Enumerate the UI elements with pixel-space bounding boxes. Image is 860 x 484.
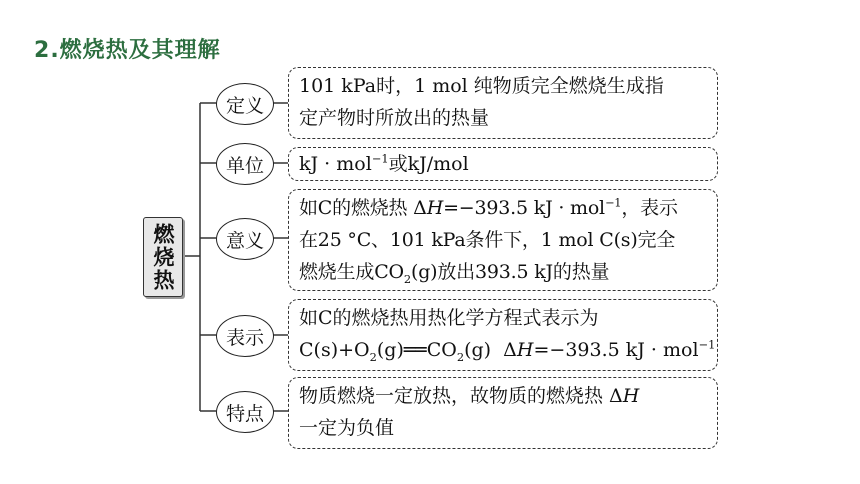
equation-text: (g) Δ <box>464 339 517 361</box>
equation-text: (g)══CO <box>376 339 457 361</box>
meaning-text: =−393.5 kJ · mol <box>443 197 605 219</box>
expression-line-1: 如C的燃烧热用热化学方程式表示为 <box>299 307 599 329</box>
meaning-line-2: 在25 °C、101 kPa条件下，1 mol C(s)完全 <box>299 229 676 251</box>
node-label: 意义 <box>225 229 264 252</box>
node-feature <box>216 391 274 433</box>
feature-text: 物质燃烧一定放热，故物质的燃烧热 Δ <box>299 385 623 407</box>
section-number: 2 <box>34 38 51 63</box>
section-title-text: .燃烧热及其理解 <box>50 38 221 63</box>
root-label: 燃烧热 <box>151 222 175 292</box>
node-label: 特点 <box>225 402 264 425</box>
meaning-line-1 <box>299 192 707 224</box>
definition-box <box>288 67 718 139</box>
node-label: 单位 <box>225 154 264 177</box>
meaning-text: (g)放出393.5 kJ的热量 <box>410 261 610 283</box>
meaning-box <box>288 189 718 291</box>
definition-line: 定产物时所放出的热量 <box>299 107 490 129</box>
node-label: 表示 <box>225 326 264 349</box>
meaning-line-3 <box>299 256 707 288</box>
enthalpy-symbol: H <box>426 197 444 219</box>
root-node <box>143 217 183 297</box>
node-unit <box>216 143 274 185</box>
unit-text-alt: 或kJ/mol <box>388 153 469 175</box>
expression-box <box>288 299 718 371</box>
unit-superscript: −1 <box>371 151 389 166</box>
unit-text: kJ · mol <box>299 153 372 175</box>
superscript: −1 <box>604 195 622 210</box>
expression-line-2 <box>299 334 716 366</box>
node-meaning <box>216 218 274 260</box>
unit-line <box>299 150 707 178</box>
subscript: 2 <box>403 271 411 286</box>
equation-text: C(s)+O <box>299 339 370 361</box>
feature-box <box>288 377 718 449</box>
subscript: 2 <box>369 349 377 364</box>
meaning-text: 燃烧生成CO <box>299 261 404 283</box>
unit-box <box>288 147 718 181</box>
equation-text: =−393.5 kJ · mol <box>533 339 699 361</box>
subscript: 2 <box>456 349 465 364</box>
meaning-text: 如C的燃烧热 Δ <box>299 197 427 219</box>
superscript: −1 <box>698 337 716 352</box>
enthalpy-symbol: H <box>622 385 640 407</box>
node-label: 定义 <box>225 94 264 117</box>
feature-line-1 <box>299 380 707 412</box>
definition-line: 101 kPa时，1 mol 纯物质完全燃烧生成指 <box>299 75 664 97</box>
meaning-text: ，表示 <box>621 197 678 219</box>
enthalpy-symbol: H <box>516 339 534 361</box>
node-definition <box>216 83 274 125</box>
feature-line-2: 一定为负值 <box>299 417 395 439</box>
node-expression <box>216 315 274 357</box>
